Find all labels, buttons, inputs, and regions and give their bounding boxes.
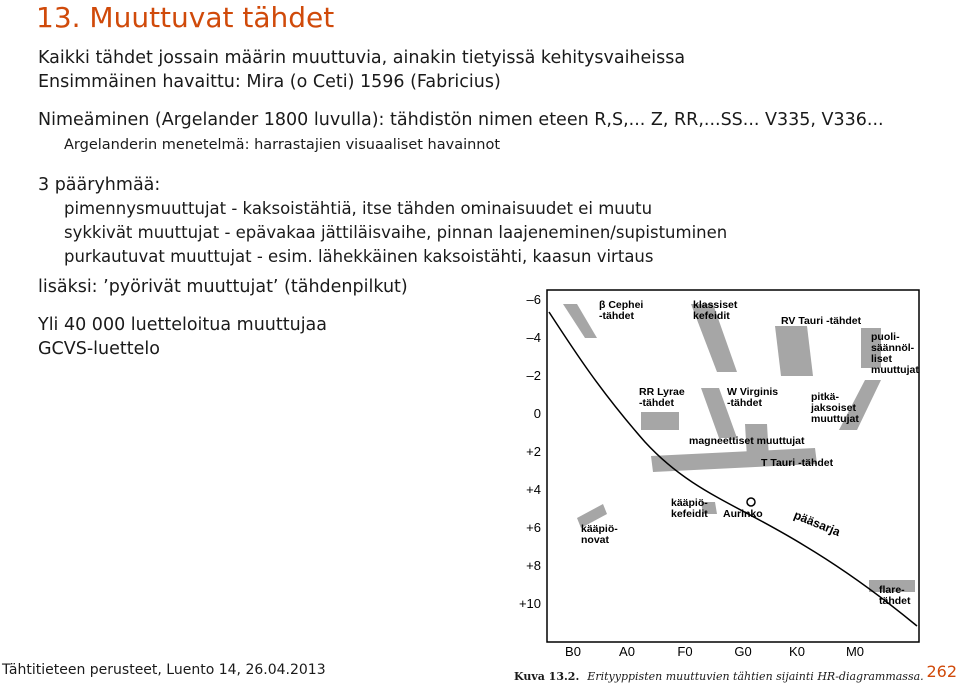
caption-label: Kuva 13.2. (514, 670, 580, 683)
y-tick-3: –2 (526, 368, 541, 383)
caption-text: Erityyppisten muuttuvien tähtien sijainti HR-diagrammassa. (587, 670, 924, 683)
label-long-period-3: muuttujat (811, 413, 859, 425)
x-axis (565, 644, 864, 659)
text-line-7: sykkivät muuttujat - epävakaa jättiläisvaihe, pinnan laajeneminen/supistuminen (64, 223, 728, 242)
label-rv-tauri: RV Tauri -tähdet (781, 315, 862, 327)
label-long-period-2: jaksoiset (811, 402, 856, 414)
variable-regions (563, 304, 915, 592)
text-line-10: Yli 40 000 luetteloitua muuttujaa (38, 315, 328, 335)
x-tick-b0: B0 (565, 644, 581, 659)
label-rr-lyrae-1: RR Lyrae (639, 386, 685, 398)
text-line-1: Kaikki tähdet jossain määrin muuttuvia, ainakin tietyissä kehitysvaiheissa (38, 48, 686, 68)
label-t-tauri: T Tauri -tähdet (761, 457, 834, 469)
text-line-6: pimennysmuuttujat - kaksoistähtiä, itse tähden ominaisuudet ei muutu (64, 199, 653, 218)
y-axis (519, 292, 541, 611)
text-line-3: Nimeäminen (Argelander 1800 luvulla): tähdistön nimen eteen R,S,... Z, RR,...SS... V335, V336... (38, 110, 884, 130)
y-tick-4: 0 (533, 406, 541, 421)
figure-caption (514, 670, 924, 683)
x-tick-a0: A0 (619, 644, 635, 659)
label-semi-2: säännöl- (871, 342, 915, 354)
label-w-virginis-2: -tähdet (727, 397, 762, 409)
text-line-11: GCVS-luettelo (38, 339, 160, 359)
label-flare-1: flare- (879, 584, 905, 596)
x-tick-g0: G0 (734, 644, 752, 659)
text-line-2: Ensimmäinen havaittu: Mira (o Ceti) 1596 (Fabricius) (38, 72, 501, 92)
label-semi-3: liset (871, 353, 893, 365)
label-semi-1: puoli- (871, 331, 900, 343)
y-tick-7: +6 (526, 520, 541, 535)
region-rv-tauri (775, 326, 813, 376)
y-tick-1: –6 (526, 292, 541, 307)
label-classical-2: kefeidit (693, 310, 730, 322)
label-beta-cephei-1: β Cephei (599, 299, 644, 311)
footer-text: Tähtitieteen perusteet, Luento 14, 26.04.2013 (2, 662, 326, 678)
y-tick-6: +4 (526, 482, 541, 497)
label-w-virginis-1: W Virginis (727, 386, 779, 398)
y-tick-5: +2 (526, 444, 541, 459)
text-line-8: purkautuvat muuttujat - esim. lähekkäinen kaksoistähti, kaasun virtaus (64, 247, 654, 266)
label-semi-4: muuttujat (871, 364, 919, 376)
y-tick-2: –4 (526, 330, 541, 345)
label-dwarf-novae-1: kääpiö- (581, 523, 618, 535)
x-tick-k0: K0 (789, 644, 805, 659)
x-tick-f0: F0 (677, 644, 693, 659)
label-main-sequence: pääsarja (791, 507, 843, 540)
text-line-9: lisäksi: ’pyörivät muuttujat’ (tähdenpilkut) (38, 277, 408, 297)
page-number: 262 (926, 662, 957, 681)
text-line-5: 3 pääryhmää: (38, 175, 161, 195)
y-tick-8: +8 (526, 558, 541, 573)
hr-diagram (505, 282, 925, 662)
slide-title: 13. Muuttuvat tähdet (36, 1, 335, 34)
sun-marker (747, 498, 755, 506)
label-sun: Aurinko (723, 508, 763, 520)
text-line-4: Argelanderin menetelmä: harrastajien visuaaliset havainnot (64, 137, 501, 153)
label-long-period-1: pitkä- (811, 391, 840, 403)
region-beta-cephei (563, 304, 597, 338)
label-flare-2: tähdet (879, 595, 911, 607)
label-beta-cephei-2: -tähdet (599, 310, 634, 322)
label-magnetic: magneettiset muuttujat (689, 435, 805, 447)
label-dwarf-cepheids-1: kääpiö- (671, 497, 708, 509)
region-rr-lyrae (641, 412, 679, 430)
label-classical-1: klassiset (693, 299, 738, 311)
label-dwarf-cepheids-2: kefeidit (671, 508, 708, 520)
x-tick-m0: M0 (845, 644, 865, 659)
label-dwarf-novae-2: novat (581, 534, 610, 546)
y-tick-9: +10 (518, 596, 541, 611)
label-rr-lyrae-2: -tähdet (639, 397, 674, 409)
